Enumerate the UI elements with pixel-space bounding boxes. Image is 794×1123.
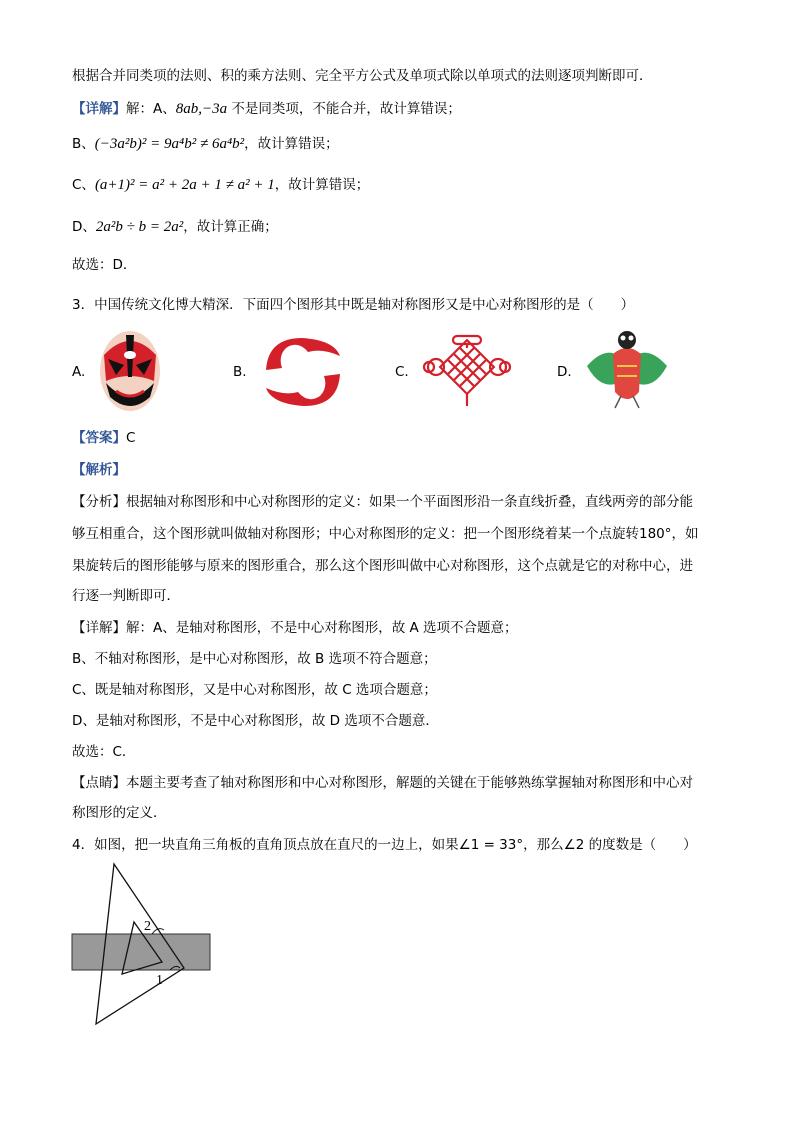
q3-detail-a: 【详解】解：A、是轴对称图形，不是中心对称图形，故 A 选项不合题意； — [72, 620, 518, 636]
q3-analysis-tag: 【解析】 — [72, 462, 126, 478]
paper-cut-fish-figure — [258, 330, 348, 414]
option-d-label: D. — [557, 364, 572, 380]
q3-fenxi-2: 够互相重合，这个图形就叫做轴对称图形；中心对称图形的定义：把一个图形绕着某一个点旋转180°，如 — [72, 526, 699, 542]
opera-mask-figure — [98, 325, 162, 413]
detail-tag: 【详解】 — [72, 101, 126, 117]
q3-fenxi-4: 行逐一判断即可． — [72, 588, 180, 604]
q2-intro: 根据合并同类项的法则、积的乘方法则、完全平方公式及单项式除以单项式的法则逐项判断即可． — [72, 68, 653, 84]
q3-dianjing-2: 称图形的定义． — [72, 805, 167, 821]
triangle-ruler-figure — [66, 860, 216, 1030]
option-a-label: A. — [72, 364, 86, 380]
option-b-label: B. — [233, 364, 247, 380]
q3-detail-d: D、是轴对称图形，不是中心对称图形，故 D 选项不合题意． — [72, 713, 439, 729]
q4-stem: 4．如图，把一块直角三角板的直角顶点放在直尺的一边上，如果∠1 = 33°，那么∠2 的度数是（ ） — [72, 837, 697, 853]
q3-detail-c: C、既是轴对称图形，又是中心对称图形，故 C 选项合题意； — [72, 682, 437, 698]
q3-fenxi-3: 果旋转后的图形能够与原来的图形重合，那么这个图形叫做中心对称图形，这个点就是它的对称中心，进 — [72, 558, 693, 574]
q3-fenxi-1: 【分析】根据轴对称图形和中心对称图形的定义：如果一个平面图形沿一条直线折叠，直线两旁的部分能 — [72, 494, 693, 510]
q2-detail-a: 【详解】解：A、8ab,−3a 不是同类项，不能合并，故计算错误； — [72, 101, 461, 117]
ruler — [72, 934, 210, 970]
q3-dianjing-1: 【点睛】本题主要考查了轴对称图形和中心对称图形，解题的关键在于能够熟练掌握轴对称图形和中心对 — [72, 775, 693, 791]
q2-option-b: B、(−3a²b)² = 9a⁴b² ≠ 6a⁴b²，故计算错误； — [72, 136, 339, 152]
q3-choice: 故选：C． — [72, 744, 136, 760]
angle-2-arc — [152, 929, 164, 934]
angle-1-label: 1 — [156, 973, 163, 988]
q3-detail-b: B、不轴对称图形，是中心对称图形，故 B 选项不符合题意； — [72, 651, 437, 667]
q2-option-d: D、2a²b ÷ b = 2a²，故计算正确； — [72, 219, 278, 235]
angle-2-label: 2 — [144, 919, 151, 934]
kite-figure — [585, 326, 669, 410]
q3-answer: 【答案】C — [72, 430, 136, 446]
option-c-label: C. — [395, 364, 409, 380]
chinese-knot-figure — [418, 330, 516, 410]
q3-stem: 3．中国传统文化博大精深．下面四个图形其中既是轴对称图形又是中心对称图形的是（ ） — [72, 297, 635, 313]
q2-choice: 故选：D． — [72, 257, 137, 273]
q2-option-c: C、(a+1)² = a² + 2a + 1 ≠ a² + 1，故计算错误； — [72, 177, 370, 193]
